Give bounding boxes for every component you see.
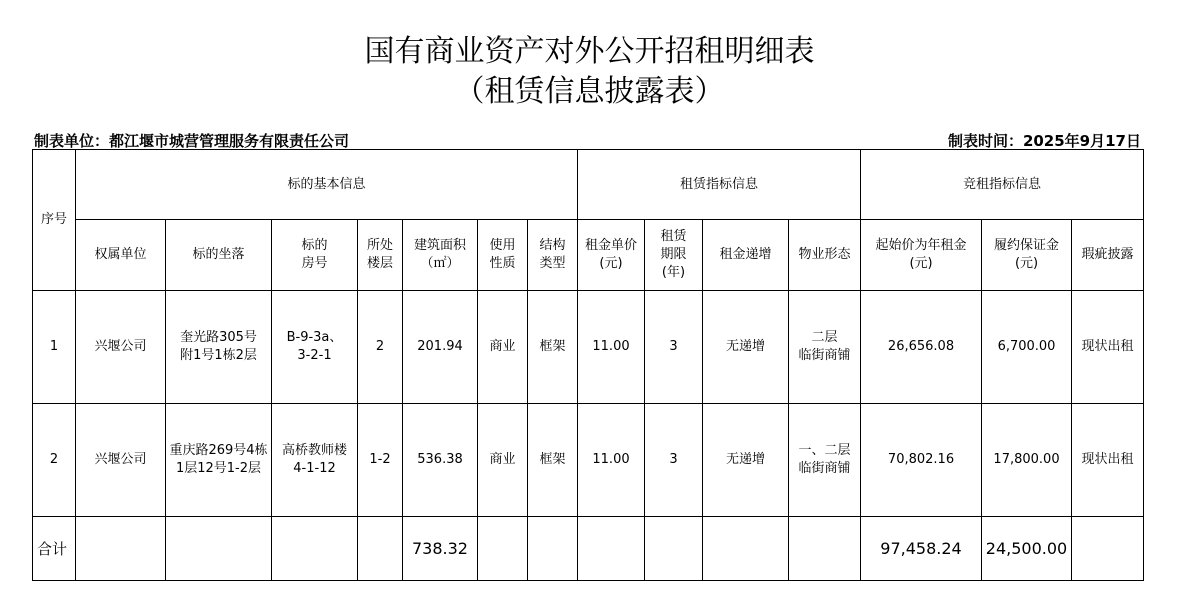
header-structure-line: 结构 <box>539 238 566 253</box>
header-unit-price-line: 租金单价 <box>584 238 637 253</box>
header-deposit-line: 履约保证金 <box>994 238 1060 253</box>
cell-location-line: 附1号1栋2层 <box>180 348 257 363</box>
header-floor-line: 楼层 <box>366 256 393 271</box>
header-structure-line: 类型 <box>539 256 566 271</box>
header-property: 物业形态 <box>789 220 861 291</box>
cell-deposit: 6,700.00 <box>982 291 1072 404</box>
header-deposit <box>982 220 1072 291</box>
header-room <box>272 220 358 291</box>
header-use <box>478 220 528 291</box>
lease-table <box>32 149 1144 581</box>
header-start-price-line: (元) <box>909 256 933 271</box>
cell-deposit: 17,800.00 <box>982 404 1072 517</box>
cell-area: 536.38 <box>403 404 478 517</box>
header-area-line: （㎡） <box>420 256 460 271</box>
cell-increase: 无递增 <box>703 404 789 517</box>
cell-empty <box>789 517 861 581</box>
cell-term: 3 <box>645 291 703 404</box>
cell-increase: 无递增 <box>703 291 789 404</box>
header-owner: 权属单位 <box>76 220 166 291</box>
header-term <box>645 220 703 291</box>
total-row <box>33 517 1144 581</box>
header-room-line: 房号 <box>301 256 328 271</box>
cell-owner: 兴堰公司 <box>76 404 166 517</box>
cell-room-line: 4-1-12 <box>293 461 336 476</box>
total-deposit: 24,500.00 <box>982 517 1072 581</box>
header-term-line: 期限 <box>660 247 687 262</box>
cell-unit-price: 11.00 <box>578 291 645 404</box>
header-structure <box>528 220 578 291</box>
header-location: 标的坐落 <box>166 220 272 291</box>
header-floor-line: 所处 <box>366 238 393 253</box>
cell-property-line: 一、二层 <box>798 443 851 458</box>
table-row <box>33 291 1144 404</box>
cell-floor: 1-2 <box>358 404 403 517</box>
header-row <box>33 220 1144 291</box>
header-seq: 序号 <box>33 150 76 291</box>
header-room-line: 标的 <box>301 238 328 253</box>
cell-seq: 1 <box>33 291 76 404</box>
header-group-bid: 竞租指标信息 <box>861 150 1144 220</box>
made-date: 制表时间：2025年9月17日 <box>947 132 1141 150</box>
cell-use: 商业 <box>478 291 528 404</box>
header-unit-price-line: (元) <box>599 256 623 271</box>
cell-floor: 2 <box>358 291 403 404</box>
header-group-row <box>33 150 1144 220</box>
cell-owner: 兴堰公司 <box>76 291 166 404</box>
cell-start-price: 70,802.16 <box>861 404 982 517</box>
cell-empty <box>1072 517 1144 581</box>
total-area: 738.32 <box>403 517 478 581</box>
cell-location <box>166 404 272 517</box>
cell-location-line: 1层12号1-2层 <box>175 461 262 476</box>
header-use-line: 使用 <box>489 238 516 253</box>
cell-property-line: 临街商铺 <box>798 461 851 476</box>
header-use-line: 性质 <box>489 256 516 271</box>
header-area <box>403 220 478 291</box>
table-row <box>33 404 1144 517</box>
cell-empty <box>528 517 578 581</box>
page-title: 国有商业资产对外公开招租明细表 <box>364 34 815 69</box>
cell-location-line: 奎光路305号 <box>180 330 257 345</box>
cell-room-line: 高桥教师楼 <box>281 443 347 458</box>
cell-use: 商业 <box>478 404 528 517</box>
cell-area: 201.94 <box>403 291 478 404</box>
cell-structure: 框架 <box>528 404 578 517</box>
header-term-line: 租赁 <box>660 229 687 244</box>
total-start-price: 97,458.24 <box>861 517 982 581</box>
cell-empty <box>272 517 358 581</box>
header-defect: 瑕疵披露 <box>1072 220 1144 291</box>
cell-property <box>789 291 861 404</box>
cell-empty <box>578 517 645 581</box>
cell-structure: 框架 <box>528 291 578 404</box>
cell-property-line: 临街商铺 <box>798 348 851 363</box>
cell-property <box>789 404 861 517</box>
page-subtitle: （租赁信息披露表） <box>454 74 725 109</box>
cell-start-price: 26,656.08 <box>861 291 982 404</box>
cell-term: 3 <box>645 404 703 517</box>
cell-room <box>272 291 358 404</box>
cell-location-line: 重庆路269号4栋 <box>169 443 268 458</box>
cell-room <box>272 404 358 517</box>
cell-seq: 2 <box>33 404 76 517</box>
cell-unit-price: 11.00 <box>578 404 645 517</box>
cell-location <box>166 291 272 404</box>
header-deposit-line: (元) <box>1014 256 1039 271</box>
cell-empty <box>76 517 166 581</box>
cell-defect: 现状出租 <box>1072 291 1144 404</box>
header-group-basic: 标的基本信息 <box>76 150 578 220</box>
cell-room-line: B-9-3a、 <box>286 330 343 345</box>
cell-empty <box>358 517 403 581</box>
cell-empty <box>703 517 789 581</box>
cell-property-line: 二层 <box>811 330 838 345</box>
cell-defect: 现状出租 <box>1072 404 1144 517</box>
header-group-lease: 租赁指标信息 <box>578 150 861 220</box>
header-unit-price <box>578 220 645 291</box>
header-start-price <box>861 220 982 291</box>
header-start-price-line: 起始价为年租金 <box>875 238 967 253</box>
cell-empty <box>478 517 528 581</box>
header-area-line: 建筑面积 <box>413 238 466 253</box>
header-increase: 租金递增 <box>703 220 789 291</box>
cell-empty <box>645 517 703 581</box>
total-label: 合计 <box>33 517 76 581</box>
cell-room-line: 3-2-1 <box>297 348 332 363</box>
maker-unit: 制表单位：都江堰市城营管理服务有限责任公司 <box>34 132 350 150</box>
header-term-line: (年) <box>661 265 686 280</box>
cell-empty <box>166 517 272 581</box>
header-floor <box>358 220 403 291</box>
